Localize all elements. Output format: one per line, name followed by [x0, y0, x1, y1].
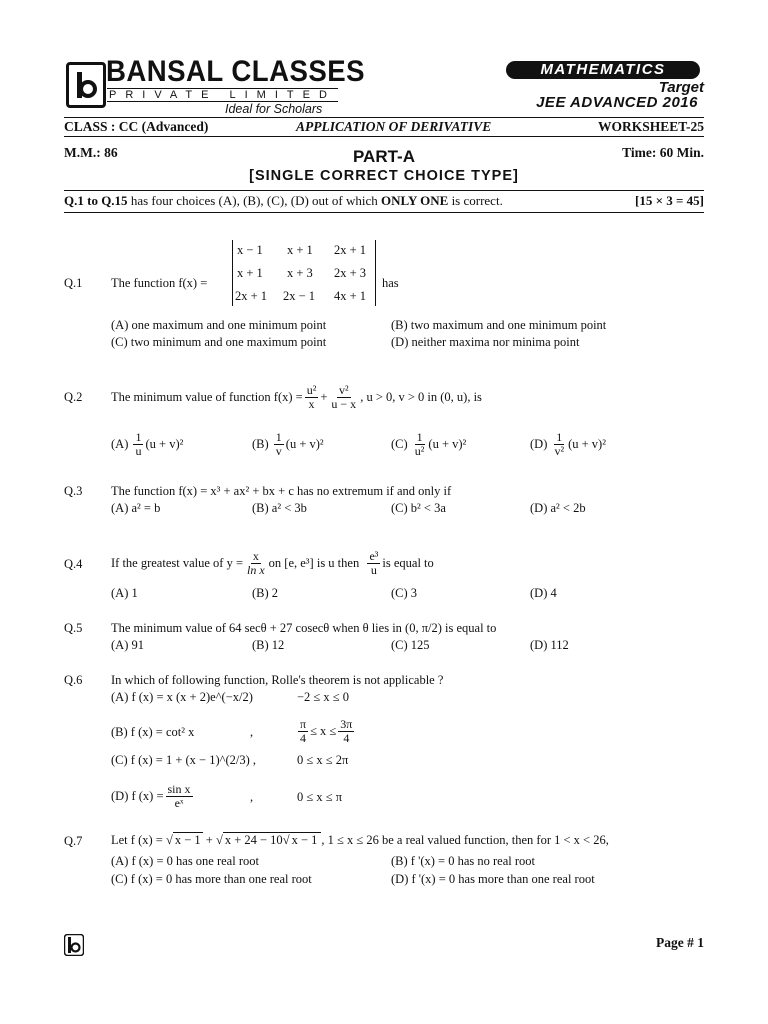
option-a: (A) $\frac{1}{u}$ (u + v)² [111, 429, 184, 458]
question-number: Q.7 [64, 834, 83, 848]
option-a: (A) one maximum and one minimum point [111, 318, 327, 332]
question-text: The function f(x) = x³ + ax² + bx + c has no extremum if and only if [111, 484, 452, 498]
footer-logo-icon [64, 934, 84, 961]
option-d: (D) 4 [530, 586, 557, 600]
option-c: (C) b² < 3a [391, 501, 446, 515]
option-d-domain: 0 ≤ x ≤ π [297, 790, 343, 804]
worksheet-label: WORKSHEET-25 [597, 119, 704, 134]
target-label: Target [658, 79, 704, 96]
option-c: (C) two minimum and one maximum point [111, 335, 327, 349]
option-d: (D) a² < 2b [530, 501, 586, 515]
option-d-comma: , [250, 790, 254, 804]
option-c: (C) $\frac{1}{\text{u²}}$ (u + v)² [391, 429, 467, 458]
option-b: (B) 12 [252, 638, 285, 652]
option-b: (B) $\frac{1}{v}$ (u + v)² [252, 429, 324, 458]
option-d: (D) 112 [530, 638, 569, 652]
option-b: (B) two maximum and one minimum point [391, 318, 607, 332]
option-b-domain: $\frac{\pi}{4}$ ≤ x ≤ $\frac{3\pi}{4}$ [300, 716, 353, 745]
page-number: Page # 1 [656, 935, 704, 950]
option-a: (A) f (x) = x (x + 2)e^(−x/2) [111, 690, 253, 704]
option-a: (A) a² = b [111, 501, 161, 515]
question-number: Q.3 [64, 484, 83, 498]
question-number: Q.2 [64, 390, 83, 404]
question-text: Let f (x) = √ x − 1 + √ x + 24 − 10√ x − 1 , 1 ≤ x ≤ 26 be a real valued function, then for 1 < x < 26, [111, 832, 609, 847]
part-subtitle: [SINGLE CORRECT CHOICE TYPE] [249, 168, 519, 184]
divider [64, 117, 704, 118]
brand-name: BANSAL CLASSES [106, 55, 365, 88]
instruction: Q.1 to Q.15 has four choices (A), (B), (C), (D) out of which ONLY ONE is correct. [64, 193, 503, 208]
option-d: (D) f '(x) = 0 has more than one real root [391, 872, 595, 886]
divider [64, 212, 704, 213]
option-a: (A) 1 [111, 586, 138, 600]
score-label: [15 × 3 = 45] [635, 193, 704, 208]
part-title: PART-A [352, 147, 415, 166]
question-number: Q.1 [64, 276, 83, 290]
max-marks: M.M.: 86 [64, 145, 118, 160]
option-b: (B) f (x) = cot² x [111, 725, 195, 739]
question-text: The minimum value of function f(x) = $\frac{\text{u²}}{x}$ + $\frac{\text{v²}}{u - x}$ , u > 0, v > 0 in (0, u), is [111, 382, 482, 411]
option-a: (A) f (x) = 0 has one real root [111, 854, 259, 868]
topic-label: APPLICATION OF DERIVATIVE [296, 119, 492, 134]
tagline: Ideal for Scholars [225, 102, 323, 116]
time-label: Time: 60 Min. [622, 145, 704, 160]
logo-icon [74, 70, 98, 100]
subject-badge: MATHEMATICS [506, 61, 700, 79]
class-label: CLASS : CC (Advanced) [64, 119, 209, 134]
question-text: has [382, 276, 399, 290]
option-a-domain: −2 ≤ x ≤ 0 [297, 690, 350, 704]
divider [64, 136, 704, 137]
option-c: (C) 3 [391, 586, 418, 600]
option-c: (C) f (x) = 1 + (x − 1)^(2/3) , [111, 753, 257, 767]
question-text: If the greatest value of y = $\frac{x}{\text{ln x}}$ on [e, e³] is u then $\frac{\text{e³}}{u}$ is equal to [111, 548, 434, 577]
question-text: The minimum value of 64 secθ + 27 cosecθ when θ lies in (0, π/2) is equal to [111, 621, 497, 635]
divider [64, 190, 704, 191]
option-a: (A) 91 [111, 638, 144, 652]
question-text: In which of following function, Rolle's theorem is not applicable ? [111, 673, 444, 687]
question-number: Q.6 [64, 673, 83, 687]
option-c: (C) 125 [391, 638, 430, 652]
brand-subtitle: PRIVATE LIMITED [109, 89, 336, 101]
option-b: (B) 2 [252, 586, 279, 600]
option-d: (D) f (x) = $\frac{\text{sin x}}{\text{eˣ}}$ [111, 781, 191, 810]
question-text: The function f(x) = [111, 276, 208, 290]
option-c-domain: 0 ≤ x ≤ 2π [297, 753, 349, 767]
option-b: (B) f '(x) = 0 has no real root [391, 854, 535, 868]
question-number: Q.4 [64, 557, 83, 571]
question-number: Q.5 [64, 621, 83, 635]
option-b-comma: , [250, 725, 254, 739]
option-c: (C) f (x) = 0 has more than one real root [111, 872, 312, 886]
option-d: (D) neither maxima nor minima point [391, 335, 580, 349]
bansal-logo [66, 62, 106, 108]
exam-label: JEE ADVANCED 2016 [536, 94, 698, 111]
determinant: x − 1 x + 1 2x + 1 x + 1 x + 3 2x + 3 2x + 1 2x − 1 4x + 1 [232, 240, 376, 306]
option-d: (D) $\frac{1}{\text{v²}}$ (u + v)² [530, 429, 606, 458]
option-b: (B) a² < 3b [252, 501, 307, 515]
